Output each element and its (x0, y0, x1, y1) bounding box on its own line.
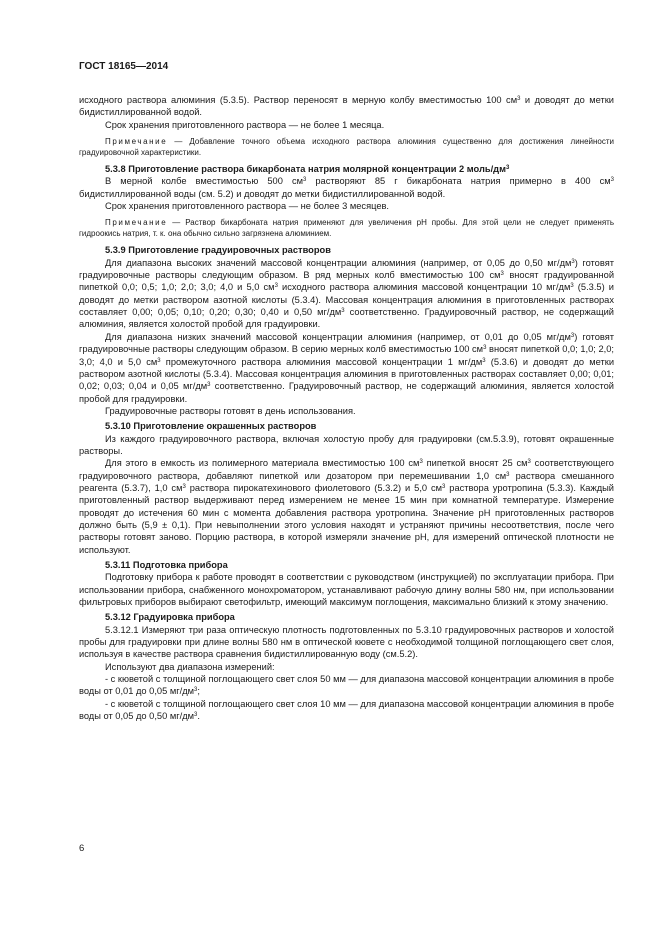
paragraph: Срок хранения приготовленного раствора — не более 1 месяца. (105, 119, 385, 130)
note-label: Примечание (105, 137, 168, 147)
note (79, 217, 614, 239)
list-item: - с кюветой с толщиной поглощающего свет слоя 50 мм — для диапазона массовой концентрации алюминия в пробе воды от 0,01 до 0,05 $мг/дм^3$; (79, 674, 614, 697)
section-heading-5-3-8: 5.3.8 Приготовление раствора бикарбоната натрия молярной концентрации 2 моль/$дм^3$ (105, 164, 510, 175)
paragraph: Подготовку прибора к работе проводят в соответствии с руководством (инструкцией) по эксплуатации прибора. При использовании прибора, снабженного монохроматором, устанавливают рабочую длину волны 580 нм, при использовании фильтровых приборов выбирают светофильтр, имеющий максимум поглощения, максимально близкий к этому значению. (79, 572, 614, 608)
section-heading-5-3-11: 5.3.11 Подготовка прибора (105, 560, 228, 570)
section-heading-5-3-9: 5.3.9 Приготовление градуировочных растворов (105, 245, 331, 256)
note (79, 136, 614, 158)
list-item: - с кюветой с толщиной поглощающего свет слоя 10 мм — для диапазона массовой концентрации алюминия в пробе воды от 0,05 до 0,50 $мг/дм^3$. (79, 698, 614, 722)
paragraph: В мерной колбе вместимостью 500 $см^3$ растворяют 85 г бикарбоната натрия примерно в 400 $см^3$ бидистиллированной воды (см. 5.2) и доводят до метки бидистиллированной водой. (79, 176, 614, 199)
paragraph: Срок хранения приготовленного раствора — не более 3 месяцев. (105, 201, 390, 212)
paragraph: 5.3.12.1 Измеряют три раза оптическую плотность подготовленных по 5.3.10 градуировочных растворов и холостой пробы для градуировки при длине волны 580 нм в оптической кювете с необходимой толщиной поглощающего свет слоя, используя в качестве раствора сравнения бидистиллированную воду (см.5.2). (79, 624, 614, 660)
paragraph: Для диапазона низких значений массовой концентрации алюминия (например, от 0,01 до 0,05 $мг/дм^3$) готовят градуировочные растворы следующим образом. В серию мерных колб вместимостью 100 $см^3$ вносят пипеткой 0,0; 1,0; 2,0; 3,0; 4,0 и 5,0 $см^3$ промежуточного раствора алюминия массовой концентрации 1 $мг/дм^3$ (5.3.6) и доводят до метки раствором азотной кислоты (5.3.4). Массовая концентрация алюминия в приготовленных растворах составляет 0,00; 0,01; 0,02; 0,03; 0,04 и 0,05 $мг/дм^3$ соответственно. Градуировочный раствор, не содержащий алюминия, является холостой пробой для градуировки. (79, 331, 615, 404)
paragraph: исходного раствора алюминия (5.3.5). Раствор переносят в мерную колбу вместимостью 100 $см^3$ и доводят до метки бидистиллированной водой. (79, 95, 614, 118)
paragraph: Градуировочные растворы готовят в день использования. (105, 405, 356, 416)
page-number: 6 (79, 843, 85, 854)
paragraph: Из каждого градуировочного раствора, включая холостую пробу для градуировки (см.5.3.9), готовят окрашенные растворы. (79, 433, 614, 456)
section-heading-5-3-10: 5.3.10 Приготовление окрашенных растворов (105, 421, 317, 432)
note-text: — Раствор бикарбоната натрия применяют для увеличения pH пробы. Для этой цели не следует применять гидроокись натрия, т. к. она обычно сильно загрязнена алюминием. (79, 218, 614, 239)
paragraph: Для диапазона высоких значений массовой концентрации алюминия (например, от 0,05 до 0,50 $мг/дм^3$) готовят градуировочные растворы следующим образом. В ряд мерных колб вместимостью 100 $см^3$ вносят градуированной пипеткой 0,0; 0,5; 1,0; 2,0; 3,0; 4,0 и 5,0 $см^3$ исходного раствора алюминия массовой концентрации 10 $мг/дм^3$ (5.3.5) и доводят до метки раствором азотной кислоты (5.3.4). Массовая концентрация алюминия в приготовленных растворах составляет 0,00; 0,05; 0,10; 0,20; 0,30; 0,40 и 0,50 $мг/дм^3$ соответственно. Градуировочный раствор, не содержащий алюминия, является холостой пробой для градуировки. (79, 257, 615, 330)
document-body (79, 94, 614, 722)
paragraph: Используют два диапазона измерений: (105, 661, 275, 672)
note-label: Примечание (105, 218, 168, 228)
note-text: — Добавление точного объема исходного раствора алюминия существенно для достижения линейности градуировочной характеристики. (79, 137, 614, 158)
section-heading-5-3-12: 5.3.12 Градуировка прибора (105, 612, 235, 623)
document-header: ГОСТ 18165—2014 (79, 61, 169, 72)
paragraph: Для этого в емкость из полимерного материала вместимостью 100 $см^3$ пипеткой вносят 25 $см^3$ соответствующего градуировочного раствора, добавляют пипеткой или дозатором при перемешивании 1,0 $см^3$ раствора смешанного реагента (5.3.7), 1,0 $см^3$ раствора пирокатехинового фиолетового (5.3.2) и 5,0 $см^3$ раствора уротропина (5.3.3). Каждый приготовленный раствор выдерживают перед измерением не менее 15 мин при комнатной температуре. Измерение проводят до истечения 60 мин с момента добавления раствора уротропина. Значение pH приготовленных растворов должно быть (5,9 ± 0,1). При невыполнении этого условия находят и устраняют причины несоответствия, после чего растворы готовят заново. Порцию раствора, в которой измеряли значение pH, для измерений оптической плотности не используют. (79, 458, 614, 555)
